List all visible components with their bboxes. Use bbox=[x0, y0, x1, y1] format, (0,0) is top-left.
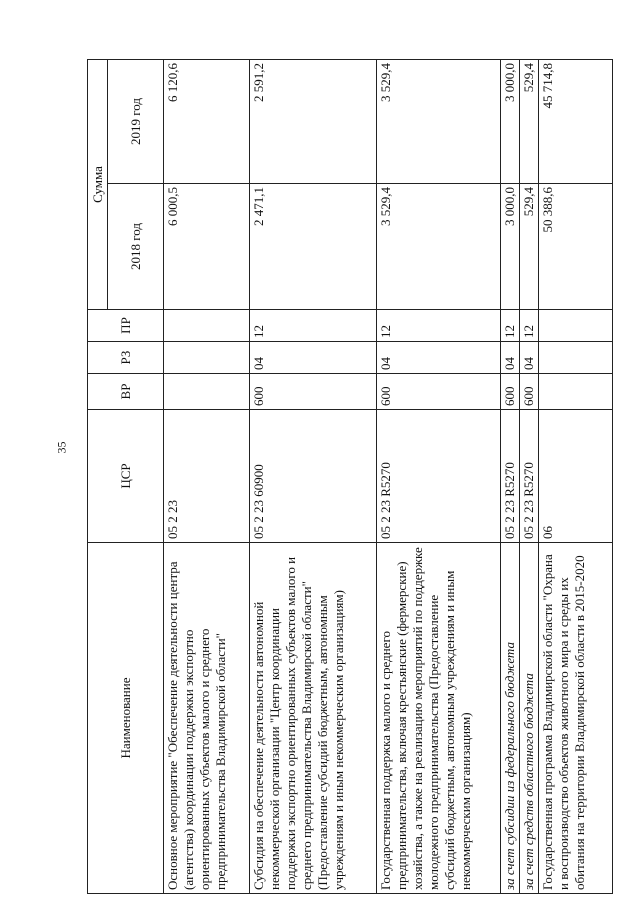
cell-pr: 12 bbox=[250, 310, 377, 342]
cell-pr bbox=[539, 310, 613, 342]
cell-vr bbox=[539, 374, 613, 410]
cell-rz bbox=[539, 342, 613, 374]
cell-2019: 529,4 bbox=[520, 60, 539, 184]
cell-name: Основное мероприятие "Обеспечение деятельности центра (агентства) координации поддержки экспортно ориентированных субъектов малого и среднего предпринимательства Владимирской области" bbox=[164, 543, 250, 894]
cell-vr: 600 bbox=[377, 374, 501, 410]
cell-2018: 2 471,1 bbox=[250, 184, 377, 310]
cell-rz: 04 bbox=[520, 342, 539, 374]
header-pr: ПР bbox=[88, 310, 164, 342]
cell-rz: 04 bbox=[377, 342, 501, 374]
cell-name: Государственная программа Владимирской области "Охрана и воспроизводство объектов животного мира и среды их обитания на территории Владимирской области в 2015-2020 bbox=[539, 543, 613, 894]
cell-2019: 3 529,4 bbox=[377, 60, 501, 184]
table-row bbox=[501, 60, 520, 894]
header-sum: Сумма bbox=[88, 60, 108, 310]
table-row bbox=[250, 60, 377, 894]
rotated-page-frame bbox=[87, 60, 613, 894]
table-row bbox=[377, 60, 501, 894]
cell-csr: 05 2 23 R5270 bbox=[501, 410, 520, 543]
table-row bbox=[539, 60, 613, 894]
cell-pr: 12 bbox=[520, 310, 539, 342]
cell-rz: 04 bbox=[250, 342, 377, 374]
cell-name: Государственная поддержка малого и среднего предпринимательства, включая крестьянские (фермерские) хозяйства, а также на реализацию мероприятий по поддержке молодежного предпринимательства (Предоставление субсидий бюджетным, автономным учреждениям и иным некоммерческим организациям) bbox=[377, 543, 501, 894]
cell-2018: 529,4 bbox=[520, 184, 539, 310]
cell-2019: 3 000,0 bbox=[501, 60, 520, 184]
cell-vr bbox=[164, 374, 250, 410]
header-name: Наименование bbox=[88, 543, 164, 894]
cell-2018: 3 529,4 bbox=[377, 184, 501, 310]
table-row bbox=[520, 60, 539, 894]
table-row bbox=[164, 60, 250, 894]
cell-2018: 6 000,5 bbox=[164, 184, 250, 310]
cell-pr: 12 bbox=[377, 310, 501, 342]
cell-csr: 05 2 23 bbox=[164, 410, 250, 543]
cell-name: за счет субсидии из федерального бюджета bbox=[501, 543, 520, 894]
cell-csr: 05 2 23 R5270 bbox=[520, 410, 539, 543]
header-2019: 2019 год bbox=[108, 60, 164, 184]
header-2018: 2018 год bbox=[108, 184, 164, 310]
cell-2018: 50 388,6 bbox=[539, 184, 613, 310]
cell-pr: 12 bbox=[501, 310, 520, 342]
cell-2019: 2 591,2 bbox=[250, 60, 377, 184]
header-rz: РЗ bbox=[88, 342, 164, 374]
cell-csr: 06 bbox=[539, 410, 613, 543]
cell-2019: 6 120,6 bbox=[164, 60, 250, 184]
header-vr: ВР bbox=[88, 374, 164, 410]
cell-csr: 05 2 23 60900 bbox=[250, 410, 377, 543]
cell-rz: 04 bbox=[501, 342, 520, 374]
cell-2018: 3 000,0 bbox=[501, 184, 520, 310]
cell-rz bbox=[164, 342, 250, 374]
header-csr: ЦСР bbox=[88, 410, 164, 543]
cell-vr: 600 bbox=[520, 374, 539, 410]
page-number: 35 bbox=[54, 441, 69, 454]
cell-vr: 600 bbox=[501, 374, 520, 410]
cell-name: Субсидия на обеспечение деятельности автономной некоммерческой организации "Центр координации поддержки экспортно ориентированных субъектов малого и среднего предпринимательства Владимирской области" (Предоставление субсидий бюджетным, автономным учреждениям и иным некоммерческим организациям) bbox=[250, 543, 377, 894]
cell-vr: 600 bbox=[250, 374, 377, 410]
rotated-table-container bbox=[87, 60, 613, 894]
cell-pr bbox=[164, 310, 250, 342]
cell-2019: 45 714,8 bbox=[539, 60, 613, 184]
cell-name: за счет средств областного бюджета bbox=[520, 543, 539, 894]
budget-table bbox=[87, 59, 613, 894]
cell-csr: 05 2 23 R5270 bbox=[377, 410, 501, 543]
